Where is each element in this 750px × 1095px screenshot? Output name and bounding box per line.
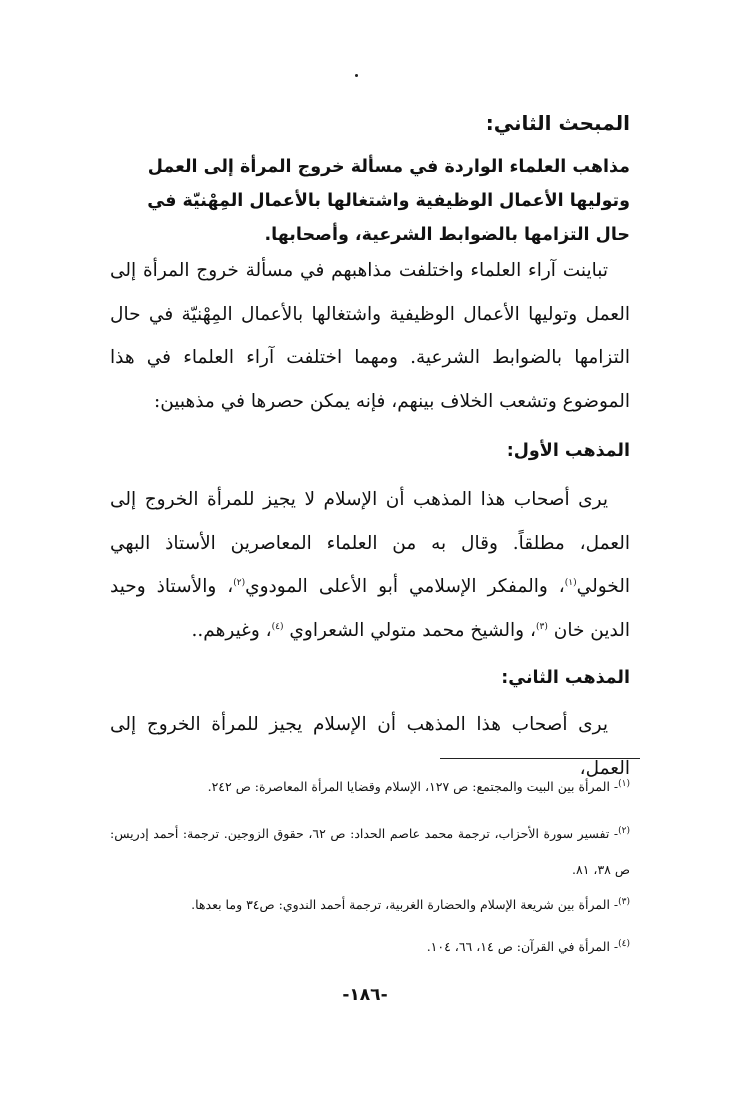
footnote-ref-4[interactable]: (٤): [271, 621, 284, 632]
page-mark: [355, 74, 358, 77]
footnote-3-marker: (٣): [618, 896, 630, 907]
footnote-2-text: - تفسير سورة الأحزاب، ترجمة محمد عاصم الحداد: ص ٦٢، حقوق الزوجين. ترجمة: أحمد إدريس: ص ٣٨، ٨١.: [110, 826, 630, 877]
school1-text-d: ، والشيخ محمد متولي الشعراوي: [289, 619, 536, 641]
school2-heading: المذهب الثاني:: [501, 668, 630, 688]
page-number: -١٨٦-: [342, 985, 388, 1005]
footnote-divider: [440, 758, 640, 759]
school1-paragraph: [110, 478, 630, 652]
school1-text-a: يرى أصحاب هذا المذهب أن الإسلام لا يجيز للمرأة الخروج إلى العمل، مطلقاً. وقال به من العلماء المعاصرين الأستاذ البهي الخولي: [110, 489, 630, 597]
footnote-ref-3[interactable]: (٣): [535, 621, 548, 632]
footnote-ref-1[interactable]: (١): [564, 577, 577, 588]
footnote-3-text: - المرأة بين شريعة الإسلام والحضارة الغربية، ترجمة أحمد الندوي: ص٣٤ وما بعدها.: [191, 897, 619, 912]
footnote-2-marker: (٢): [618, 825, 630, 836]
school1-heading: المذهب الأول:: [506, 441, 630, 461]
footnote-1-text: - المرأة بين البيت والمجتمع: ص ١٢٧، الإسلام وقضايا المرأة المعاصرة: ص ٢٤٢.: [207, 779, 619, 794]
footnote-4: [110, 930, 630, 964]
school1-text-c: ، والأستاذ وحيد الدين خان: [110, 576, 630, 641]
footnote-1-marker: (١): [618, 778, 630, 789]
footnote-2: [110, 816, 630, 888]
footnote-3: [110, 888, 630, 922]
intro-paragraph: تباينت آراء العلماء واختلفت مذاهبهم في مسألة خروج المرأة إلى العمل وتوليها الأعمال الوظيفية واشتغالها بالأعمال المِهْنيّة في حال التزامها بالضوابط الشرعية. ومهما اختلفت آراء العلماء في هذا الموضوع وتشعب الخلاف بينهم، فإنه يمكن حصرها في مذهبين:: [110, 260, 630, 412]
section-heading: المبحث الثاني:: [485, 111, 630, 135]
footnote-4-marker: (٤): [618, 938, 630, 949]
school1-text-b: ، والمفكر الإسلامي أبو الأعلى المودوي: [245, 576, 565, 597]
footnote-ref-2[interactable]: (٢): [233, 577, 246, 588]
footnote-1: [110, 770, 630, 804]
school1-text-e: ، وغيرهم..: [191, 619, 272, 641]
footnote-4-text: - المرأة في القرآن: ص ١٤، ٦٦، ١٠٤.: [426, 939, 619, 954]
section-title: مذاهب العلماء الواردة في مسألة خروج المرأة إلى العمل وتوليها الأعمال الوظيفية واشتغالها بالأعمال المِهْنيّة في حال التزامها بالضوابط الشرعية، وأصحابها.: [147, 157, 630, 245]
school2-paragraph: يرى أصحاب هذا المذهب أن الإسلام يجيز للمرأة الخروج إلى العمل،: [110, 714, 630, 779]
